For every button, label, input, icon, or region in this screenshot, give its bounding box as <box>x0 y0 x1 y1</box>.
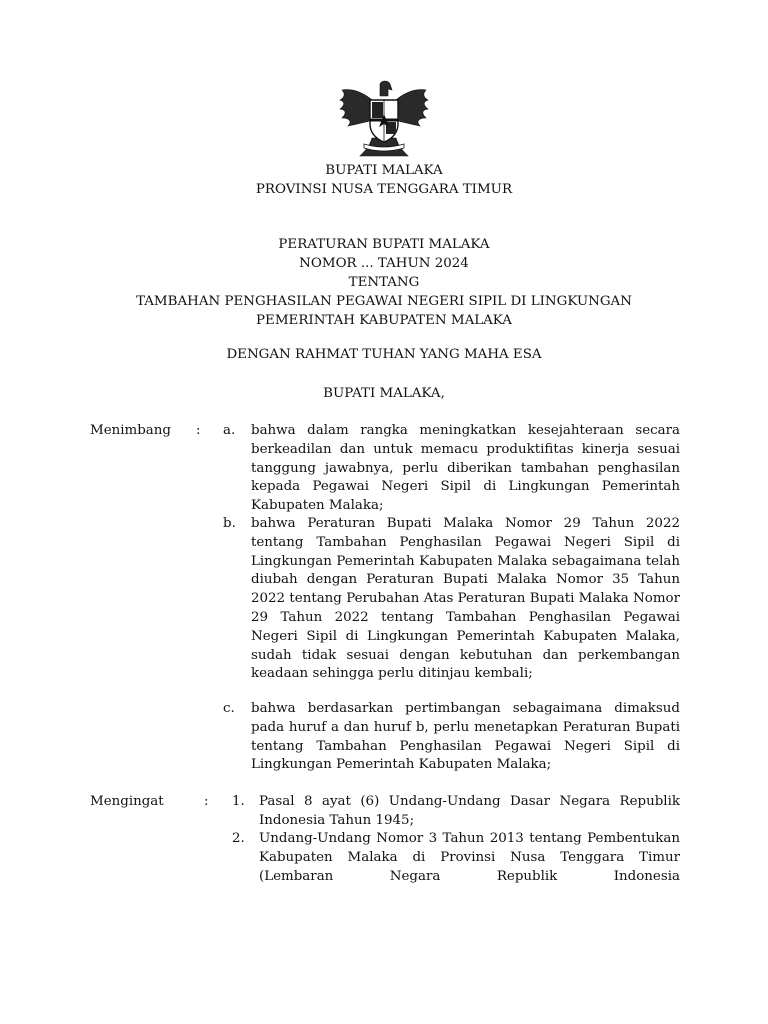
mengingat-item-1: Pasal 8 ayat (6) Undang-Undang Dasar Negara Republik Indonesia Tahun 1945; <box>259 794 680 828</box>
garuda-emblem-icon <box>334 76 434 160</box>
menimbang-item-c: bahwa berdasarkan pertimbangan sebagaimana dimaksud pada huruf a dan huruf b, perlu menetapkan Peraturan Bupati tentang Tambahan Penghasilan Pegawai Negeri Sipil di Lingkungan Pemerintah Kabupaten Malaka; <box>251 701 680 773</box>
menimbang-item-a: bahwa dalam rangka meningkatkan kesejahteraan secara berkeadilan dan untuk memacu produktifitas kinerja sesuai tanggung jawabnya, perlu diberikan tambahan penghasilan kepada Pegawai Negeri Sipil di Lingkungan Pemerintah Kabupaten Malaka; <box>251 423 680 514</box>
issuer: BUPATI MALAKA, <box>323 386 445 401</box>
menimbang-label: Menimbang <box>90 423 171 438</box>
invocation: DENGAN RAHMAT TUHAN YANG MAHA ESA <box>226 347 542 362</box>
mengingat-marker-2: 2. <box>232 831 245 846</box>
menimbang-marker-a: a. <box>223 423 236 438</box>
menimbang-colon: : <box>196 423 201 438</box>
menimbang-item-b: bahwa Peraturan Bupati Malaka Nomor 29 Tahun 2022 tentang Tambahan Penghasilan Pegawai Negeri Sipil di Lingkungan Pemerintah Kabupaten Malaka sebagaimana telah diubah dengan Peraturan Bupati Malaka Nomor 35 Tahun 2022 tentang Perubahan Atas Peraturan Bupati Malaka Nomor 29 Tahun 2022 tentang Tambahan Penghasilan Pegawai Negeri Sipil di Lingkungan Pemerintah Kabupaten Malaka, sudah tidak sesuai dengan kebutuhan dan perkembangan keadaan sehingga perlu ditinjau kembali; <box>251 516 680 682</box>
mengingat-marker-1: 1. <box>232 794 245 809</box>
header-line-1: BUPATI MALAKA <box>325 163 443 178</box>
mengingat-item-2: Undang-Undang Nomor 3 Tahun 2013 tentang Pembentukan Kabupaten Malaka di Provinsi Nusa Tenggara Timur (Lembaran Negara Republik Indonesia <box>259 831 680 884</box>
title-line-5: PEMERINTAH KABUPATEN MALAKA <box>256 313 512 328</box>
menimbang-marker-c: c. <box>223 701 235 716</box>
mengingat-colon: : <box>204 794 209 809</box>
mengingat-label: Mengingat <box>90 794 164 809</box>
menimbang-marker-b: b. <box>223 516 236 531</box>
title-line-3: TENTANG <box>348 275 420 290</box>
title-line-2: NOMOR ... TAHUN 2024 <box>299 256 469 271</box>
header-line-2: PROVINSI NUSA TENGGARA TIMUR <box>255 182 513 197</box>
title-line-1: PERATURAN BUPATI MALAKA <box>278 237 490 252</box>
title-line-4: TAMBAHAN PENGHASILAN PEGAWAI NEGERI SIPIL DI LINGKUNGAN <box>136 294 632 309</box>
